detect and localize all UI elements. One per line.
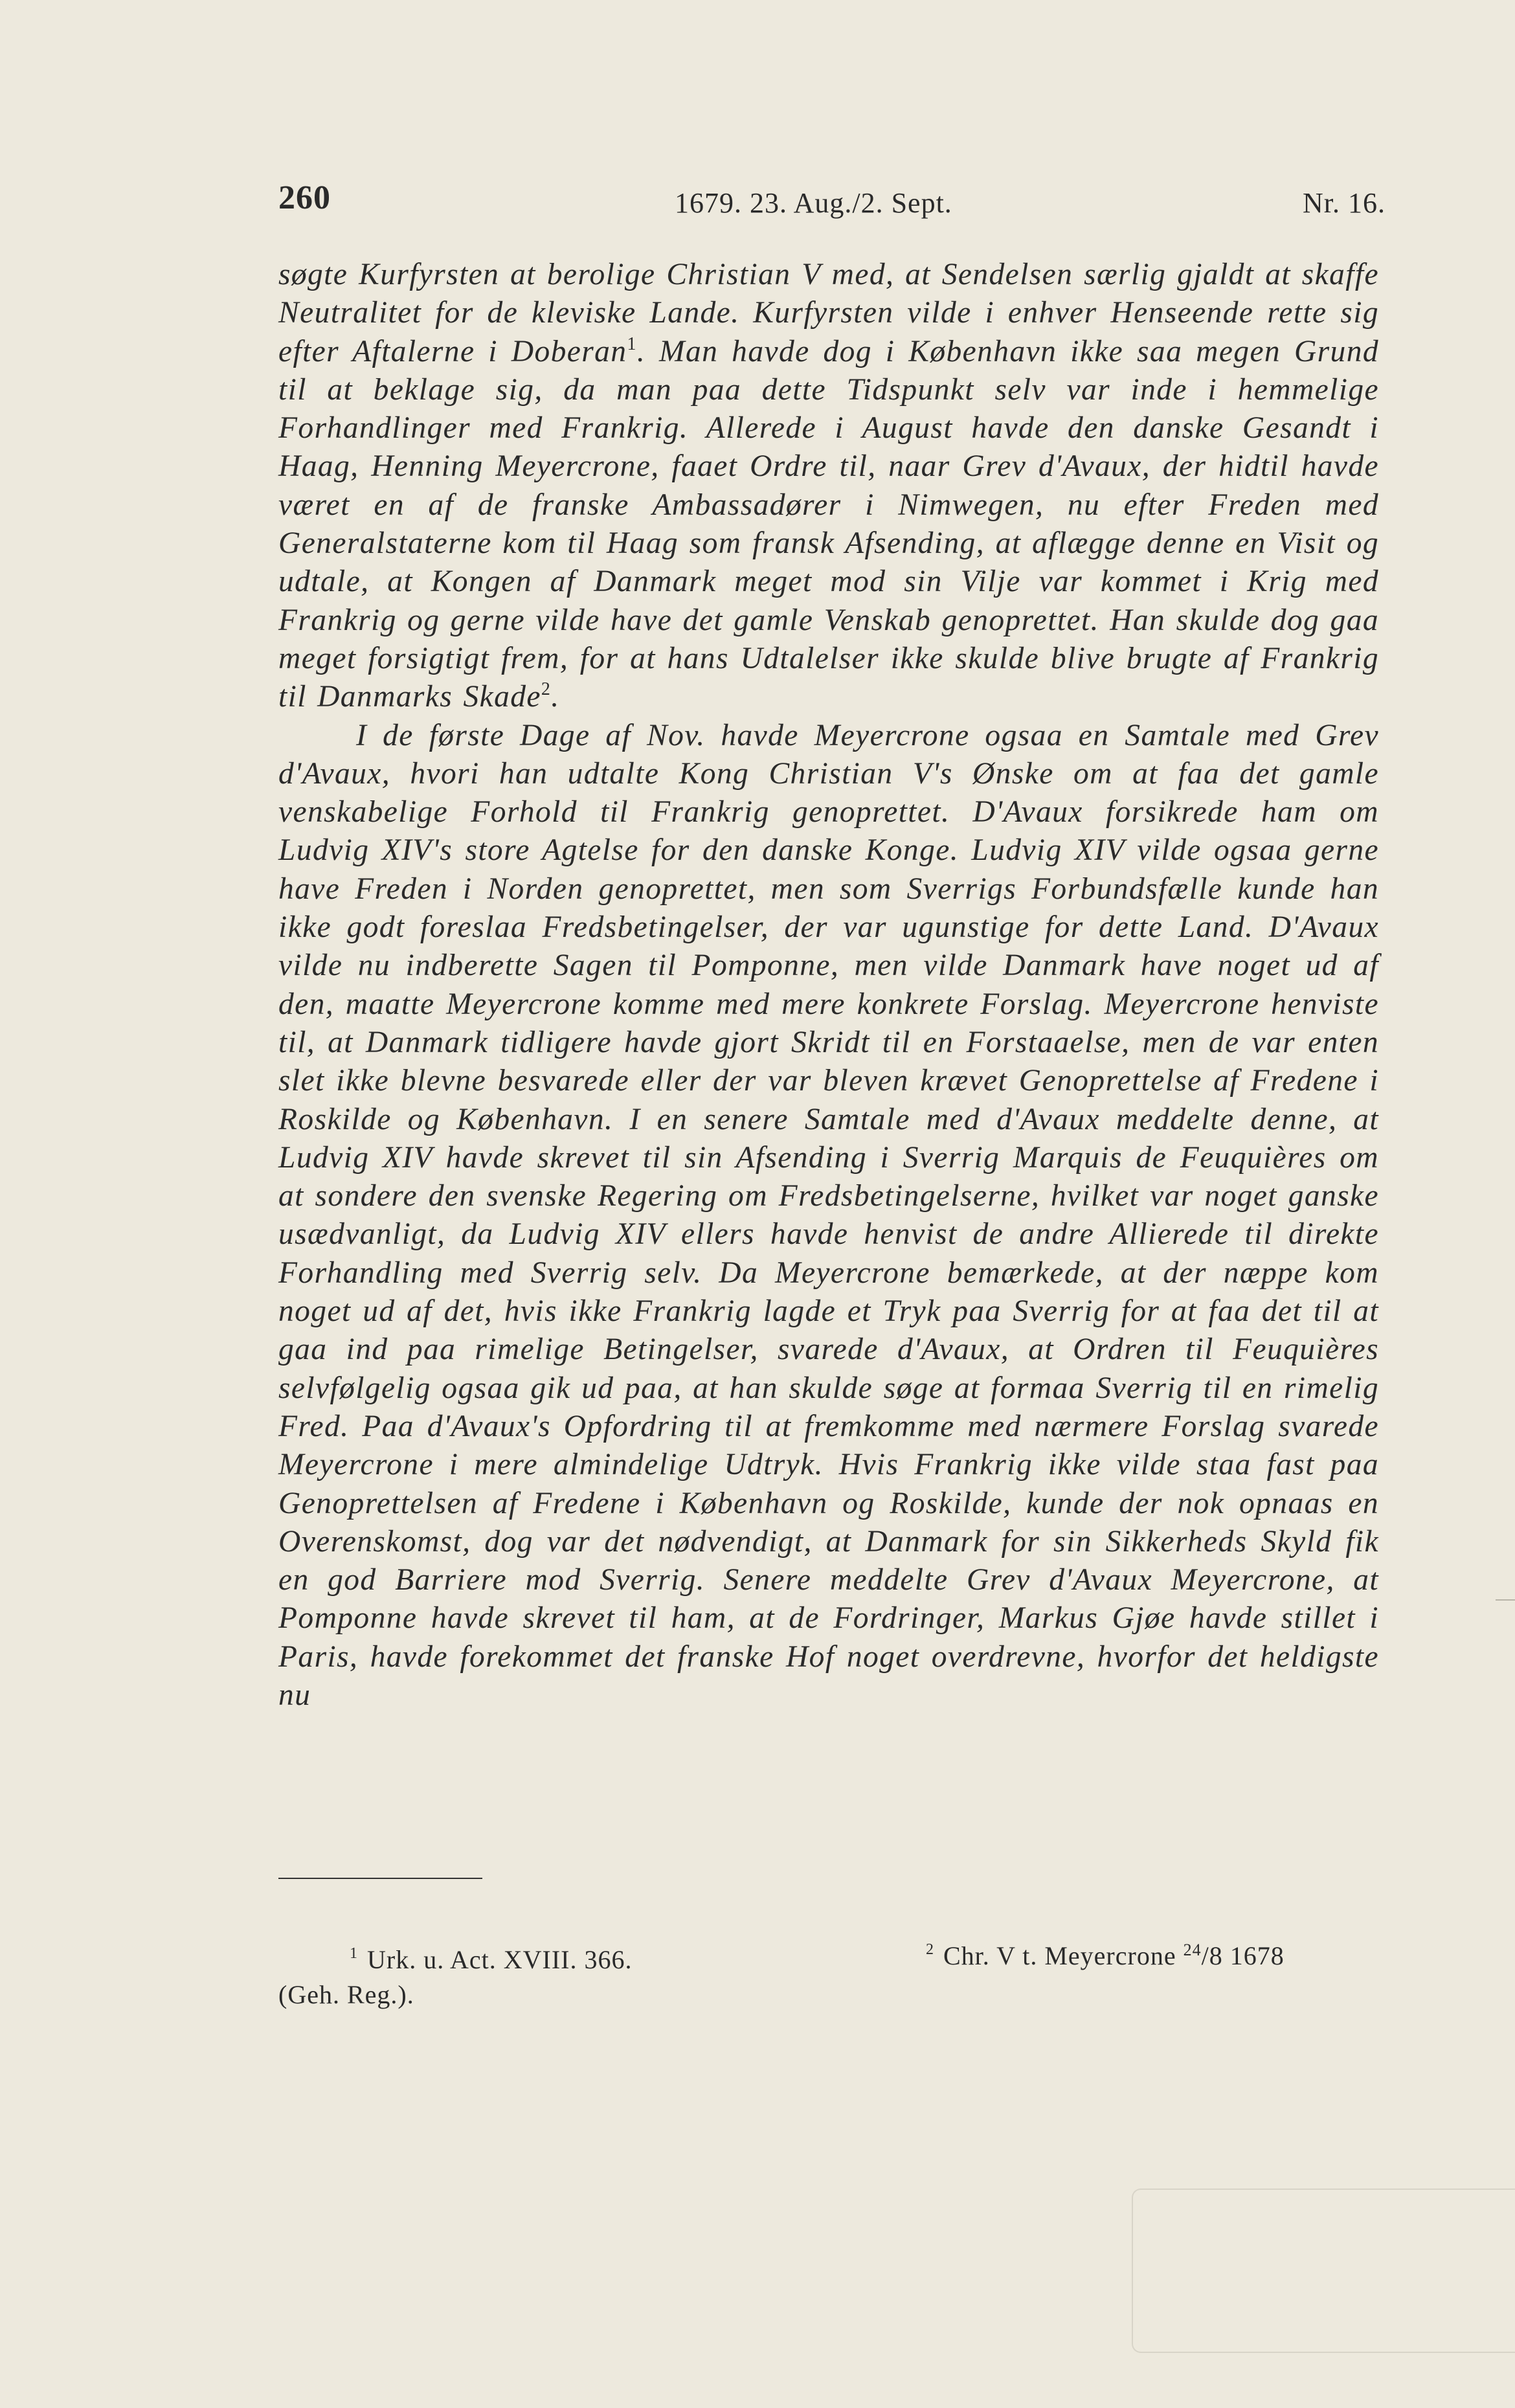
footnote-2-text: Chr. V t. Meyercrone	[943, 1941, 1184, 1970]
header-date: 1679. 23. Aug./2. Sept.	[675, 187, 952, 219]
footnote-2	[926, 1929, 1285, 1977]
footnote-1	[350, 1933, 633, 1981]
paragraph-1-text-b: . Man havde dog i København ikke saa megen Grund til at beklage sig, da man paa dette Tidspunkt selv var inde i hemmelige Forhandlinger med Frankrig. Allerede i August havde den danske Gesandt i Haag, Henning Meyercrone, faaet Ordre til, naar Grev d'Avaux, der hidtil havde været en af de franske Ambassadører i Nimwegen, nu efter Freden med Generalstaterne kom til Haag som fransk Afsending, at aflægge denne en Visit og udtale, at Kongen af Danmark meget mod sin Vilje var kommet i Krig med Frankrig og gerne vilde have det gamle Venskab genoprettet. Han skulde dog gaa meget forsigtigt frem, for at hans Udtalelser ikke skulde blive brugte af Frankrig til Danmarks Skade	[278, 334, 1380, 714]
footnote-1-mark: 1	[350, 1945, 358, 1962]
paragraph-2: I de første Dage af Nov. havde Meyercrone ogsaa en Samtale med Grev d'Avaux, hvori han udtalte Kong Christian V's Ønske om at faa det gamle venskabelige Forhold til Frankrig genoprettet. D'Avaux forsikrede ham om Ludvig XIV's store Agtelse for den danske Konge. Ludvig XIV vilde ogsaa gerne have Freden i Norden genoprettet, men som Sverrigs Forbundsfælle kunde han ikke godt foreslaa Fredsbetingelser, der var ugunstige for dette Land. D'Avaux vilde nu indberette Sagen til Pomponne, men vilde Danmark have noget ud af den, maatte Meyercrone komme med mere konkrete Forslag. Meyercrone henviste til, at Danmark tidligere havde gjort Skridt til en Forstaaelse, men de var enten slet ikke blevne besvarede eller der var bleven krævet Genoprettelse af Fredene i Roskilde og København. I en senere Samtale med d'Avaux meddelte denne, at Ludvig XIV havde skrevet til sin Afsending i Sverrig Marquis de Feuquières om at sondere den svenske Regering om Fredsbetingelserne, hvilket var noget ganske usædvanligt, da Ludvig XIV ellers havde henvist de andre Allierede til direkte Forhandling med Sverrig selv. Da Meyercrone bemærkede, at der næppe kom noget ud af det, hvis ikke Frankrig lagde et Tryk paa Sverrig for at faa det til at gaa ind paa rimelige Betingelser, svarede d'Avaux, at Ordren til Feuquières selvfølgelig ogsaa gik ud paa, at han skulde søge at formaa Sverrig til en rimelig Fred. Paa d'Avaux's Opfordring til at fremkomme med nærmere Forslag svarede Meyercrone i mere almindelige Udtryk. Hvis Frankrig ikke vilde staa fast paa Genoprettelsen af Fredene i København og Roskilde, kunde der nok opnaas en Overenskomst, dog var det nødvendigt, at Danmark for sin Sikkerheds Skyld fik en god Barriere mod Sverrig. Senere meddelte Grev d'Avaux Meyercrone, at Pomponne havde skrevet til ham, at de Fordringer, Markus Gjøe havde stillet i Paris, havde forekommet det franske Hof noget overdrevne, hvorfor det heldigste nu	[278, 718, 1379, 1712]
footnote-ref-2: 2	[541, 679, 552, 700]
footnote-1-text: Urk. u. Act. XVIII. 366.	[367, 1945, 633, 1974]
footnote-1-continuation: (Geh. Reg.).	[278, 1980, 414, 2009]
paragraph-1-end: .	[551, 680, 560, 714]
page-number: 260	[278, 179, 331, 216]
footnote-2-year: 1678	[1222, 1941, 1285, 1970]
main-text	[278, 256, 1379, 1715]
footnote-ref-1: 1	[627, 333, 637, 354]
paragraph-1	[278, 256, 1379, 717]
page-edge-mark	[1496, 1599, 1515, 1601]
running-header	[278, 175, 1386, 220]
paragraph-1-text-a: søgte Kurfyrsten at berolige Christian V med, at Sendelsen særlig gjaldt at skaffe Neutralitet for de kleviske Lande. Kurfyrsten vilde i enhver Henseende rette sig efter Aftalerne i Doberan	[278, 258, 1379, 368]
page-corner-shadow	[1132, 2189, 1515, 2353]
footnote-divider	[278, 1878, 482, 1879]
footnote-2-date-month: /8	[1201, 1941, 1223, 1970]
footnote-2-mark: 2	[926, 1941, 934, 1958]
footnote-2-date-day: 24	[1183, 1941, 1202, 1959]
document-number: Nr. 16.	[1303, 187, 1386, 219]
